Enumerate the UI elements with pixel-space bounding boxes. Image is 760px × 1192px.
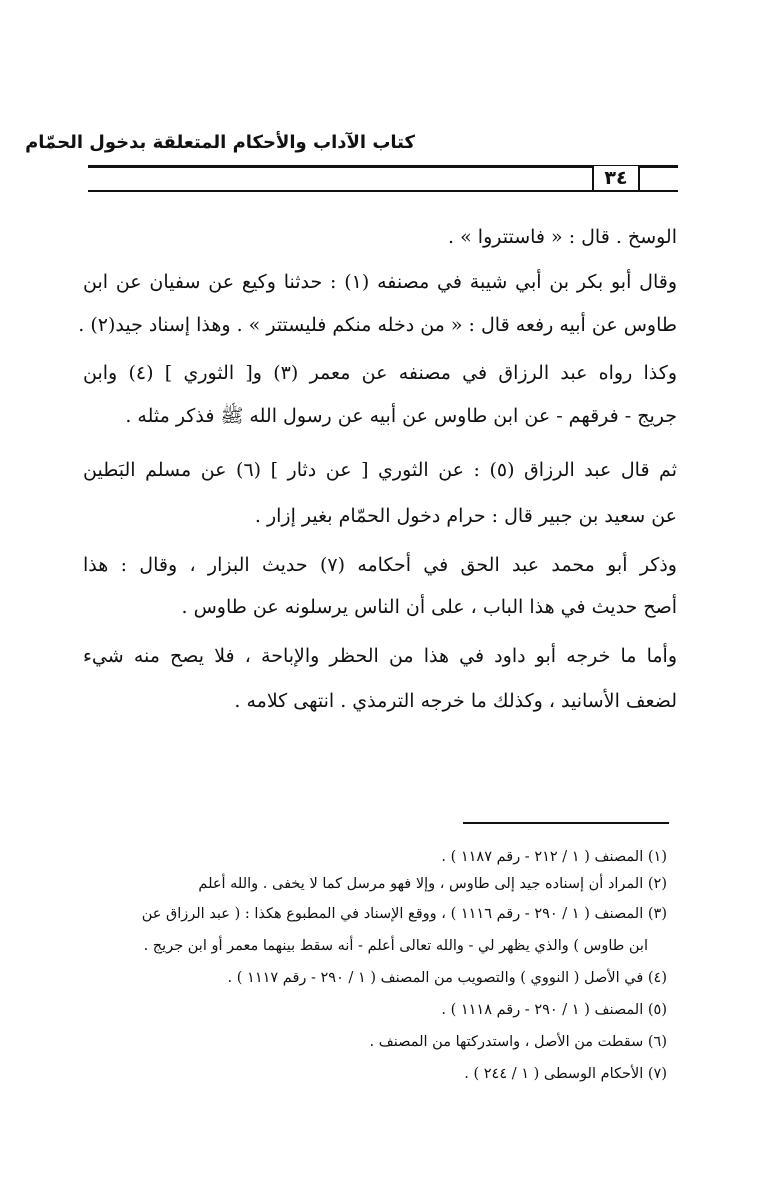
body-line: وقال أبو بكر بن أبي شيبة في مصنفه (١) : حدثنا وكيع عن سفيان عن ابن (83, 271, 677, 293)
page-number: ٣٤ (592, 166, 640, 190)
header-rule-top (88, 165, 678, 168)
footnote: (٧) الأحكام الوسطى ( ١ / ٢٤٤ ) . (464, 1066, 667, 1082)
body-line: وأما ما خرجه أبو داود في هذا من الحظر والإباحة ، فلا يصح منه شيء (83, 645, 677, 667)
footnote: (٦) سقطت من الأصل ، واستدركتها من المصنف . (369, 1034, 667, 1050)
body-line: عن سعيد بن جبير قال : حرام دخول الحمّام بغير إزار . (254, 505, 677, 527)
body-line: طاوس عن أبيه رفعه قال : « من دخله منكم فليستتر » . وهذا إسناد جيد(٢) . (78, 314, 677, 336)
footnote-continuation: ابن طاوس ) والذي يظهر لي - والله تعالى أعلم - أنه سقط بينهما معمر أو ابن جريج . (143, 938, 648, 954)
body-line: وذكر أبو محمد عبد الحق في أحكامه (٧) حديث البزار ، وقال : هذا (83, 554, 677, 576)
book-title: كتاب الآداب والأحكام المتعلقة بدخول الحمّام (25, 132, 415, 153)
footnote: (٢) المراد أن إسناده جيد إلى طاوس ، وإلا فهو مرسل كما لا يخفى . والله أعلم (198, 876, 667, 892)
footnote: (٣) المصنف ( ١ / ٢٩٠ - رقم ١١١٦ ) ، ووقع الإسناد في المطبوع هكذا : ( عبد الرزاق عن (141, 906, 667, 922)
footnote: (١) المصنف ( ١ / ٢١٢ - رقم ١١٨٧ ) . (441, 849, 667, 865)
body-line: الوسخ . قال : « فاستتروا » . (448, 226, 677, 248)
body-line: أصح حديث في هذا الباب ، على أن الناس يرسلونه عن طاوس . (181, 596, 677, 618)
body-line: جريج - فرقهم - عن ابن طاوس عن أبيه عن رسول الله ﷺ فذكر مثله . (125, 405, 677, 427)
body-line: وكذا رواه عبد الرزاق في مصنفه عن معمر (٣) و[ الثوري ] (٤) وابن (83, 362, 677, 384)
footnote-separator (463, 822, 669, 824)
footnote: (٥) المصنف ( ١ / ٢٩٠ - رقم ١١١٨ ) . (441, 1002, 667, 1018)
body-line: لضعف الأسانيد ، وكذلك ما خرجه الترمذي . انتهى كلامه . (234, 690, 677, 712)
footnote: (٤) في الأصل ( النووي ) والتصويب من المصنف ( ١ / ٢٩٠ - رقم ١١١٧ ) . (227, 970, 667, 986)
body-line: ثم قال عبد الرزاق (٥) : عن الثوري [ عن دثار ] (٦) عن مسلم البَطين (83, 459, 677, 481)
header-rule-bottom (88, 190, 678, 192)
